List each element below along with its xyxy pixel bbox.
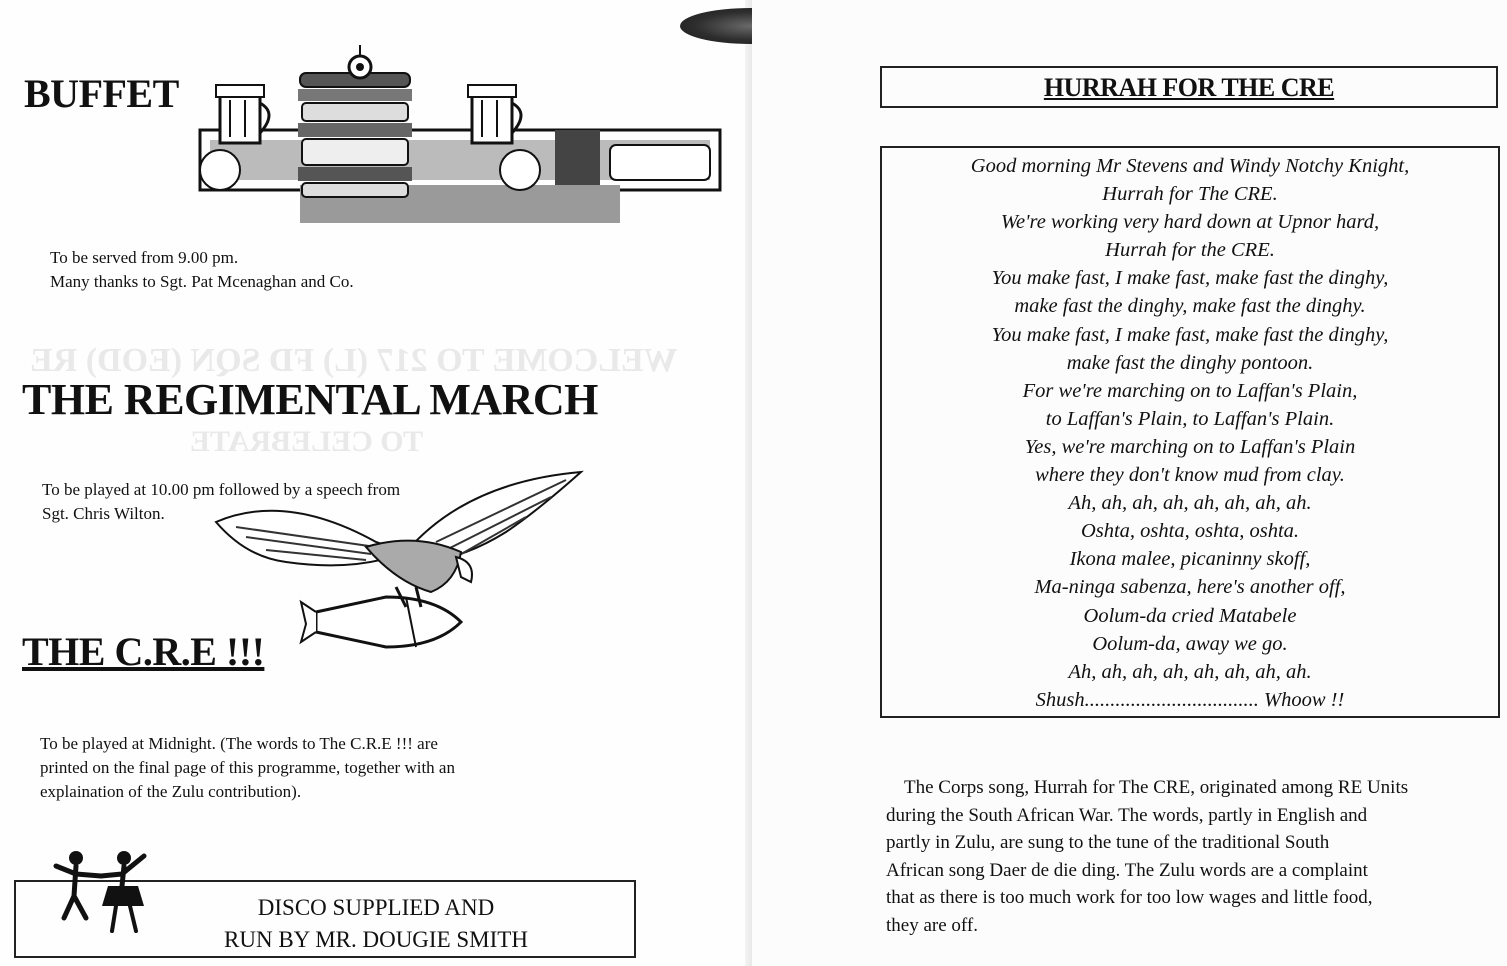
regimental-march-title: THE REGIMENTAL MARCH (22, 375, 598, 424)
disco-line-2: RUN BY MR. DOUGIE SMITH (224, 927, 528, 952)
lyric-line: Hurrah for The CRE. (1102, 183, 1278, 206)
note-line: during the South African War. The words, partly in English and (886, 804, 1368, 826)
lyric-line: Ah, ah, ah, ah, ah, ah, ah, ah. (1068, 660, 1312, 683)
disco-line-1: DISCO SUPPLIED AND (257, 895, 495, 920)
note-line: The Corps song, Hurrah for The CRE, originated among RE Units (904, 777, 1409, 798)
lyric-line: For we're marching on to Laffan's Plain, (1022, 379, 1358, 402)
lyric-line: Hurrah for the CRE. (1105, 239, 1275, 262)
song-lyrics-box (880, 146, 1500, 718)
note-line: they are off. (886, 914, 978, 936)
march-speaker-text: Sgt. Chris Wilton. (42, 504, 165, 523)
note-line: that as there is too much work for too low wages and little food, (886, 887, 1373, 908)
buffet-thanks-text: Many thanks to Sgt. Pat Mcenaghan and Co. (50, 272, 354, 291)
disco-credit (136, 892, 616, 956)
note-line: African song Daer de die ding. The Zulu words are a complaint (886, 859, 1368, 881)
cre-line-2: printed on the final page of this programme, together with an (40, 758, 455, 777)
cre-line-1: To be played at Midnight. (The words to The C.R.E !!! are (40, 734, 438, 753)
lyric-line: Oshta, oshta, oshta, oshta. (1080, 520, 1300, 543)
cre-title: THE C.R.E !!! (22, 629, 265, 674)
disco-box (14, 880, 636, 958)
lyric-line: Yes, we're marching on to Laffan's Plain (1024, 435, 1356, 458)
buffet-time-text: To be served from 9.00 pm. (50, 248, 239, 267)
buffet-details (50, 246, 354, 294)
song-origin-note (886, 774, 1498, 939)
show-through-line-1: WELCOME TO 217 (L) FD SQN (EOD) RE (30, 342, 678, 379)
lyric-line: Oolum-da cried Matabele (1083, 604, 1297, 627)
cre-line-3: explaination of the Zulu contribution). (40, 782, 302, 801)
lyric-line: Ikona malee, picaninny skoff, (1069, 548, 1311, 571)
left-page (0, 0, 752, 966)
buffet-banner-illustration (190, 45, 730, 225)
lyric-line: Ah, ah, ah, ah, ah, ah, ah, ah. (1068, 492, 1312, 515)
lyric-line: Shush.................................. Whoow !! (1035, 688, 1345, 711)
march-time-text: To be played at 10.00 pm followed by a speech from (42, 480, 401, 499)
lyric-line: You make fast, I make fast, make fast the dinghy, (991, 323, 1389, 346)
right-page (752, 0, 1507, 966)
note-line: partly in Zulu, are sung to the tune of the traditional South (886, 832, 1330, 853)
buffet-title: BUFFET (24, 71, 179, 116)
song-title-box (880, 66, 1498, 108)
lyric-line: We're working very hard down at Upnor hard, (1000, 211, 1380, 234)
cre-details (40, 732, 455, 804)
show-through-line-2: TO CELEBRATE (190, 425, 424, 458)
song-title: HURRAH FOR THE CRE (1043, 73, 1335, 102)
lyric-line: Ma-ninga sabenza, here's another off, (1034, 576, 1346, 599)
lyric-line: to Laffan's Plain, to Laffan's Plain. (1045, 407, 1335, 430)
lyric-line: make fast the dinghy pontoon. (1066, 351, 1314, 374)
lyrics-list (882, 148, 1498, 714)
lyric-line: where they don't know mud from clay. (1035, 464, 1345, 487)
lyric-line: You make fast, I make fast, make fast the dinghy, (991, 267, 1389, 290)
lyric-line: Good morning Mr Stevens and Windy Notchy Knight, (970, 155, 1410, 177)
lyric-line: Oolum-da, away we go. (1092, 632, 1288, 655)
lyric-line: make fast the dinghy, make fast the dinghy. (1014, 295, 1366, 318)
